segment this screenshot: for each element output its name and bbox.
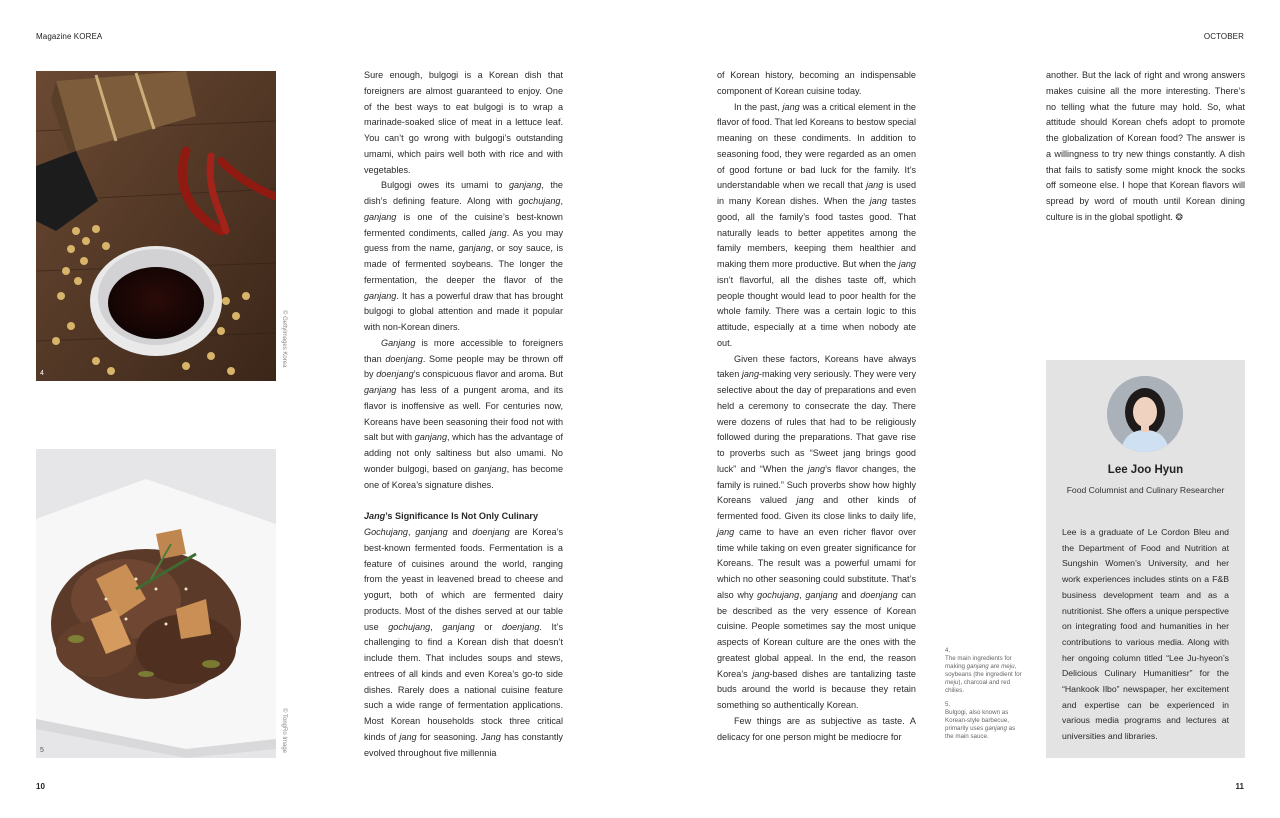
soy-sauce-photo [36,71,276,381]
bulgogi-illustration [36,449,276,758]
paragraph: Given these factors, Koreans have always taken jang-making very seriously. They were very selective about the day of preparations and even held a ceremony to consecrate the day. There were dozens of rules that had to be religiously followed during the preparations. That gave rise to proverbs such as “Sweet jang brings good luck” and “When the jang’s flavor changes, the family is ruined.” Such proverbs show how highly Koreans valued jang and other kinds of fermented food. Given its close links to daily life, jang came to have an even richer flavor over time while taking on even greater significance for Koreans. The result was a powerful umami for which no other seasoning could substitute. That’s also why gochujang, ganjang and doenjang can be described as the very essence of Korean cuisine. People sometimes say the most unique aspects of Korean culture are the ones with the greatest global appeal. In the end, the reason Korea’s jang-based dishes are tantalizing taste buds around the world is because they retain something so authentically Korean. [717,353,916,710]
article-column-1 [364,68,563,761]
caption-4: 4. The main ingredients for making ganjang are meju, soybeans (the ingredient for meju), charcoal and red chilies. [945,647,1022,694]
paragraph: Ganjang is more accessible to foreigners than doenjang. Some people may be thrown off by doenjang’s conspicuous flavor and aroma. But ganjang has less of a pungent aroma, and its flavor is inoffensive as well. For centuries now, Koreans have been seasoning their food not with salt but with ganjang, which has the advantage of adding not only saltiness but also umami. No wonder bulgogi, based on ganjang, has become one of Korea’s signature dishes. [364,337,563,490]
bulgogi-photo [36,449,276,758]
image-credit-4: © Gettyimages Korea [281,310,287,368]
author-bio: Lee is a graduate of Le Cordon Bleu and the Department of Food and Nutrition at Sungshin Women’s University, and her work experiences includes stints on a F&B business development team and as a nutritionist. She offers a unique perspective on integrating food and humanities in her contributions to various media. Along with her ongoing column titled “Lee Ju-hyeon’s Delicious Culinary Humanitiesr” for the “Hankook Ilbo” newspaper, her excitement and expertise can be experienced in various media programs and lectures at universities and libraries. [1062,527,1229,742]
image-number-4: 4 [40,370,44,377]
article-column-2 [717,68,916,745]
page-number-left: 10 [36,782,45,791]
paragraph: another. But the lack of right and wrong answers makes cuisine all the more interesting. There’s no telling what the future may hold. So, what attitude should Korean chefs adopt to promote the globalization of Korean food? The answer is a willingness to try new things constantly. A dish that fails to satisfy some might knock the socks off someone else. I hope that Korean flavors will spread by word of mouth until Korean dining culture is in the global spotlight. ❂ [1046,70,1245,222]
paragraph: Gochujang, ganjang and doenjang are Korea’s best-known fermented foods. Fermentation is a feature of cuisines around the world, ranging from the yeast in leavened bread to cheese and yogurt, both of which are fermented dairy products. Most of the dishes served at our table use gochujang, ganjang or doenjang. It’s challenging to find a Korean dish that doesn’t include them. That includes soups and stews, entrees of all kinds and even Korea’s go-to side dishes. Rarely does a national cuisine feature such a wide range of fermentation applications. Most Korean households stock three critical kinds of jang for seasoning. Jang has constantly evolved throughout five millennia [364,527,563,758]
author-role: Food Columnist and Culinary Researcher [1066,485,1225,495]
image-captions [945,647,1023,747]
page-number-right: 11 [1235,782,1244,791]
paragraph: Sure enough, bulgogi is a Korean dish that foreigners are almost guaranteed to enjoy. One of the best ways to eat bulgogi is to wrap a marinade-soaked slice of meat in a lettuce leaf. You can’t go wrong with bulgogi’s outstanding umami, which pairs well both with rice and with vegetables. [364,70,563,175]
author-name: Lee Joo Hyun [1107,464,1184,476]
avatar [1107,376,1183,452]
paragraph: of Korean history, becoming an indispensable component of Korean cuisine today. [717,70,916,96]
soy-sauce-illustration [36,71,276,381]
issue-month: OCTOBER [1203,32,1244,41]
magazine-title: Magazine KOREA [36,32,103,41]
caption-5: 5. Bulgogi, also known as Korean-style barbecue, primarily uses ganjang as the main sauce. [945,701,1016,740]
paragraph: In the past, jang was a critical element in the flavor of food. That led Koreans to bestow special meaning on these condiments. In addition to seasoning food, they were regarded as an omen of good fortune or bad luck for the family. It’s understandable when we recall that jang is used in many Korean dishes. When the jang tastes good, all the family’s food tastes good. That naturally leads to better appetites among the family members, keeping them healthier and making them more productive. But when the jang isn’t flavorful, all the dishes taste off, which people thought would lead to poor health for the whole family. There was a certain logic to this attitude, especially at a time when nobody ate out. [717,101,917,348]
author-profile [1046,360,1245,758]
article-column-3 [1046,68,1245,226]
end-mark-icon: ❂ [1175,211,1184,222]
paragraph: Few things are as subjective as taste. A delicacy for one person might be mediocre for [717,715,916,742]
paragraph: Bulgogi owes its umami to ganjang, the dish’s defining feature. Along with gochujang, ganjang is one of the cuisine’s best-known fermented condiments, called jang. As you may guess from the name, ganjang, or soy sauce, is made of fermented soybeans. The longer the fermentation, the deeper the flavor of the ganjang. It has a powerful draw that has brought bulgogi to global attention and made it popular with non-Korean diners. [364,180,563,332]
image-credit-5: © TongRo Image [281,708,287,754]
section-heading: Jang’s Significance Is Not Only Culinary [364,511,539,522]
image-number-5: 5 [40,747,44,754]
